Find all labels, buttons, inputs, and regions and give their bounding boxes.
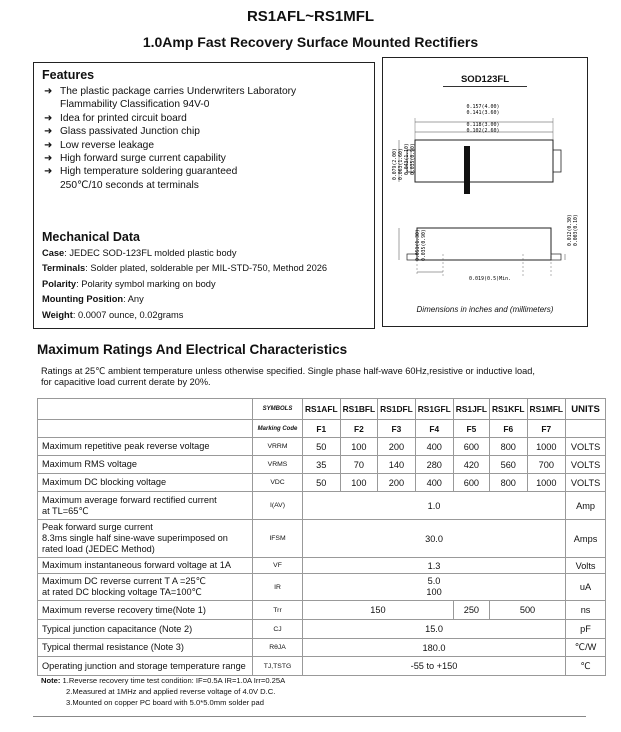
feature-item: ➜ Glass passivated Junction chip [44,126,200,138]
mechanical-data [42,246,372,323]
table-header-row [38,399,606,420]
note-3: 3.Mounted on copper PC board with 5.0*5.0mm solder pad [66,698,264,707]
dim-lead-max: 0.043(1.10) [405,143,410,175]
arrow-bullet-icon: ➜ [44,112,53,124]
marking-code: F2 [340,420,378,438]
notes-label: Note: [41,676,61,685]
body-outline [415,140,553,182]
dim-lead-min: 0.035(0.90) [411,143,416,175]
device-header: RS1KFL [489,399,527,420]
arrow-bullet-icon: ➜ [44,139,53,151]
dim-length-min: 0.141(3.60) [466,110,500,116]
marking-code-label: Marking Code [253,420,303,438]
table-row-iav: Maximum average forward rectified current at TL=65℃ I(AV) 1.0 Amp [38,492,606,520]
marking-code: F3 [378,420,416,438]
arrow-bullet-icon: ➜ [44,153,53,165]
feature-item: ➜ Idea for printed circuit board [44,112,187,124]
dim-height-max: 0.051(1.30) [416,229,421,261]
marking-code-row [38,420,606,438]
table-header-blank [38,399,253,420]
dim-term-max: 0.012(0.30) [568,214,573,246]
bottom-divider [33,716,586,717]
marking-code: F7 [527,420,566,438]
dim-width-min: 0.063(1.60) [399,148,404,180]
table-row-cj: Typical junction capacitance (Note 2) CJ 15.0 pF [38,620,606,639]
dim-length-max: 0.157(4.00) [466,104,500,110]
note-1: 1.Reverse recovery time test condition: IF=0.5A IR=1.0A Irr=0.25A [62,676,286,685]
arrow-bullet-icon: ➜ [44,86,53,97]
ratings-note: Ratings at 25℃ ambient temperature unless otherwise specified. Single phase half-wave 60Hz,resistive or inductive load, for capacitive load current derate by 20%. [41,366,535,387]
table-row-vdc: Maximum DC blocking voltage VDC 50 100 200 400 600 800 1000 VOLTS [38,474,606,492]
arrow-bullet-icon: ➜ [44,126,53,138]
feature-item: ➜ The plastic package carries Underwriters Laboratory [44,86,297,97]
table-row-vrms: Maximum RMS voltage VRMS 35 70 140 280 420 560 700 VOLTS [38,456,606,474]
package-name: SOD123FL [443,74,527,87]
dim-width-max: 0.079(2.00) [393,148,398,180]
dimensions-caption: Dimensions in inches and (millimeters) [416,305,554,314]
dim-body-min: 0.102(2.60) [466,128,500,134]
side-lead-right [551,254,561,260]
dim-body-max: 0.118(3.00) [466,122,500,128]
device-header: RS1DFL [378,399,416,420]
package-drawing-panel [382,57,588,327]
table-row-tj: Operating junction and storage temperature range TJ,TSTG -55 to +150 ℃ [38,657,606,676]
device-header: RS1GFL [415,399,453,420]
table-row-ifsm: Peak forward surge current 8.3ms single half sine-wave superimposed on rated load (JEDEC Method) IFSM 30.0 Amps [38,520,606,558]
electrical-characteristics-table [37,398,606,676]
dim-height-min: 0.035(0.90) [422,229,427,261]
units-header: UNITS [566,399,606,420]
feature-item: ➜ High temperature soldering guaranteed [44,166,238,178]
marking-code: F1 [303,420,341,438]
table-row-ir: Maximum DC reverse current T A =25℃ at rated DC blocking voltage TA=100℃ IR 5.0 100 uA [38,574,606,601]
mech-terminals: Terminals: Solder plated, solderable per MIL-STD-750, Method 2026 [42,263,328,274]
marking-code: F6 [489,420,527,438]
device-header: RS1AFL [303,399,341,420]
table-row-trr: Maximum reverse recovery time(Note 1) Trr 150 250 500 ns [38,601,606,620]
mech-polarity: Polarity: Polarity symbol marking on body [42,278,216,289]
mech-mounting: Mounting Position: Any [42,294,144,305]
feature-item: 250℃/10 seconds at terminals [60,179,199,191]
table-row-vf: Maximum instantaneous forward voltage at 1A VF 1.3 Volts [38,558,606,574]
arrow-bullet-icon: ➜ [44,166,53,178]
dim-term-min: 0.003(0.10) [574,214,579,246]
package-outline-drawing [383,58,587,326]
cathode-band [464,146,470,194]
mech-weight: Weight: 0.0007 ounce, 0.02grams [42,309,184,320]
dim-pad: 0.019(0.5)Min. [469,276,512,282]
document-subtitle: 1.0Amp Fast Recovery Surface Mounted Rectifiers [142,34,479,50]
features-heading: Features [42,68,95,82]
marking-code: F5 [453,420,489,438]
mech-case: Case: JEDEC SOD-123FL molded plastic body [42,248,237,258]
table-row-vrrm: Maximum repetitive peak reverse voltage VRRM 50 100 200 400 600 800 1000 VOLTS [38,438,606,456]
device-header: RS1MFL [527,399,566,420]
device-header: RS1BFL [340,399,378,420]
section-title: Maximum Ratings And Electrical Characteristics [37,342,348,357]
side-view-body [417,228,551,260]
marking-code: F4 [415,420,453,438]
feature-item: ➜ Low reverse leakage [44,139,155,151]
features-list [38,85,368,192]
symbols-header: SYMBOLS [253,399,303,420]
footnotes [41,675,285,708]
feature-item: ➜ High forward surge current capability [44,153,226,165]
note-2: 2.Measured at 1MHz and applied reverse voltage of 4.0V D.C. [66,687,276,696]
features-panel [33,62,375,329]
device-header: RS1JFL [453,399,489,420]
right-lead-outline [553,150,561,172]
mechanical-heading: Mechanical Data [42,230,140,244]
document-title: RS1AFL~RS1MFL [246,8,375,25]
table-row-rja: Typical thermal resistance (Note 3) RθJA 180.0 ℃/W [38,639,606,657]
feature-item: Flammability Classification 94V-0 [60,99,210,111]
